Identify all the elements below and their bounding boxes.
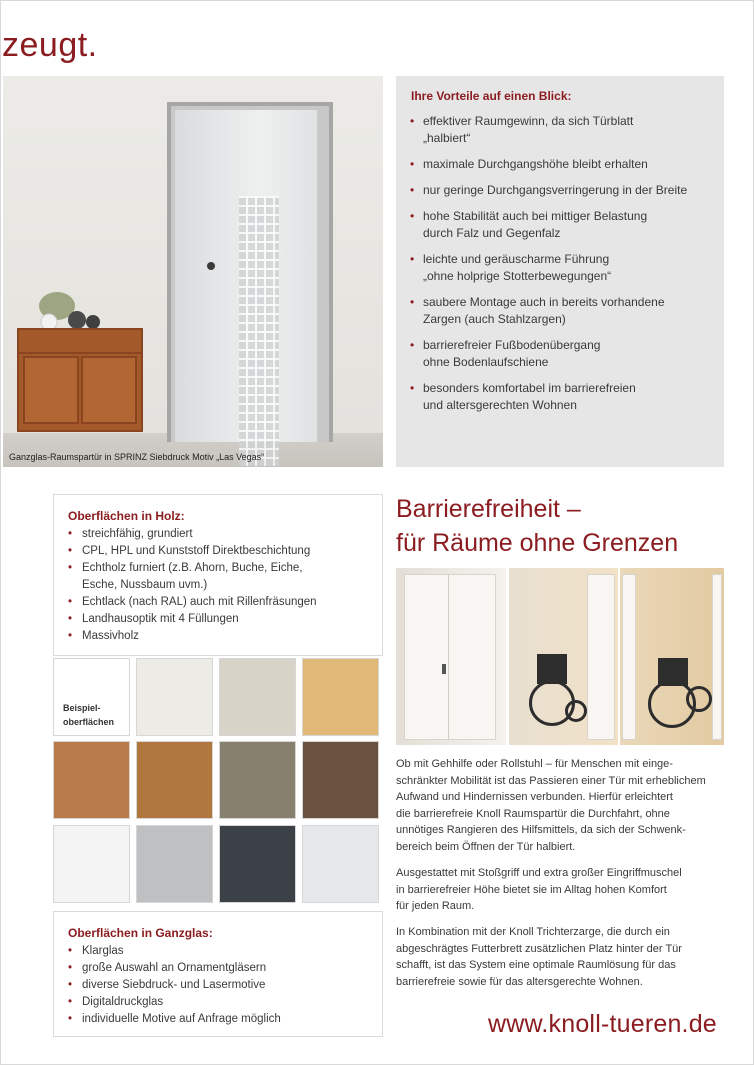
- list-item: • Landhausoptik mit 4 Füllungen: [68, 611, 368, 628]
- list-item: • barrierefreier Fußbodenübergang ohne Bodenlaufschiene: [410, 337, 710, 371]
- glass-door-photo: [3, 76, 383, 467]
- swatch-label: Beispiel- oberflächen: [63, 703, 115, 727]
- headline: zeugt.: [2, 26, 98, 64]
- surface-swatch: [302, 741, 379, 819]
- wheelchair-photo-2: [620, 568, 724, 745]
- list-item: • hohe Stabilität auch bei mittiger Belastung durch Falz und Gegenfalz: [410, 208, 710, 242]
- list-item: • individuelle Motive auf Anfrage möglich: [68, 1011, 368, 1028]
- list-item: • effektiver Raumgewinn, da sich Türblatt „halbiert“: [410, 113, 710, 147]
- list-item: • Klarglas: [68, 943, 368, 960]
- website-link[interactable]: www.knoll-tueren.de: [488, 1010, 717, 1038]
- swatch-example-label-tile: [53, 658, 130, 736]
- paragraph-trichterzarge: In Kombination mit der Knoll Trichterzarge, die durch ein abgeschrägtes Futterbrett zusätzlichen Platz hinter der Tür schafft, ist das System eine optimale Raumlösung für das barrierefreie sowie für das altersgerechte Wohnen.: [396, 926, 682, 988]
- wood-surfaces-box: [53, 494, 383, 656]
- list-item: • große Auswahl an Ornamentgläsern: [68, 960, 368, 977]
- benefits-title: Ihre Vorteile auf einen Blick:: [411, 89, 572, 103]
- surface-swatch: [53, 825, 130, 903]
- surface-swatch: [302, 658, 379, 736]
- list-item: • besonders komfortabel im barrierefreien und altersgerechten Wohnen: [410, 380, 710, 414]
- paragraph-mobility: Ob mit Gehhilfe oder Rollstuhl – für Menschen mit einge- schränkter Mobilität ist das Passieren einer Tür mit erheblichem Aufwand und Hindernissen verbunden. Hierfür erleichtert die barrierefreie Knoll Raumspartür die Durchfahrt, ohne unnötiges Rangieren des Hilfsmittels, da sich der Schwenk- bereich beim Öffnen der Tür halbiert.: [396, 758, 706, 853]
- wood-surfaces-list: [68, 526, 368, 645]
- list-item: • nur geringe Durchgangsverringerung in der Breite: [410, 182, 710, 199]
- plant-decoration: [37, 276, 101, 332]
- surface-swatch: [219, 741, 296, 819]
- wood-surfaces-title: Oberflächen in Holz:: [68, 509, 185, 523]
- surface-swatch: [219, 658, 296, 736]
- door-handle: [207, 262, 215, 270]
- glass-surfaces-title: Oberflächen in Ganzglas:: [68, 926, 213, 940]
- surface-swatch: [53, 741, 130, 819]
- list-item: • Echtlack (nach RAL) auch mit Rillenfräsungen: [68, 594, 368, 611]
- list-item: • Digitaldruckglas: [68, 994, 368, 1011]
- list-item: • CPL, HPL und Kunststoff Direktbeschichtung: [68, 543, 368, 560]
- closed-door-photo: [396, 568, 506, 745]
- list-item: • Echtholz furniert (z.B. Ahorn, Buche, Eiche, Esche, Nussbaum uvm.): [68, 560, 368, 594]
- barrier-free-title-line2: für Räume ohne Grenzen: [396, 529, 679, 557]
- list-item: • streichfähig, grundiert: [68, 526, 368, 543]
- list-item: • Massivholz: [68, 628, 368, 645]
- surface-swatch: [136, 741, 213, 819]
- list-item: • saubere Montage auch in bereits vorhandene Zargen (auch Stahlzargen): [410, 294, 710, 328]
- wooden-sideboard: [17, 328, 143, 432]
- glass-surfaces-list: [68, 943, 368, 1028]
- benefits-list: [410, 113, 710, 423]
- benefits-box: [396, 76, 724, 467]
- barrier-free-title: [396, 492, 678, 560]
- list-item: • leichte und geräuscharme Führung „ohne holprige Stotterbewegungen“: [410, 251, 710, 285]
- list-item: • diverse Siebdruck- und Lasermotive: [68, 977, 368, 994]
- las-vegas-motif: [239, 196, 279, 466]
- surface-swatch: [136, 658, 213, 736]
- surface-swatch: [219, 825, 296, 903]
- surface-swatch: [302, 825, 379, 903]
- glass-surfaces-box: [53, 911, 383, 1037]
- list-item: • maximale Durchgangshöhe bleibt erhalten: [410, 156, 710, 173]
- barrier-free-title-line1: Barrierefreiheit –: [396, 495, 581, 523]
- photo-caption: Ganzglas-Raumspartür in SPRINZ Siebdruck Motiv „Las Vegas“: [9, 452, 265, 462]
- wheelchair-photo-1: [509, 568, 618, 745]
- surface-swatch: [136, 825, 213, 903]
- paragraph-equipment: Ausgestattet mit Stoßgriff und extra großer Eingriffmuschel in barrierefreier Höhe bietet sie im Alltag hohen Komfort für jeden Raum.: [396, 867, 682, 912]
